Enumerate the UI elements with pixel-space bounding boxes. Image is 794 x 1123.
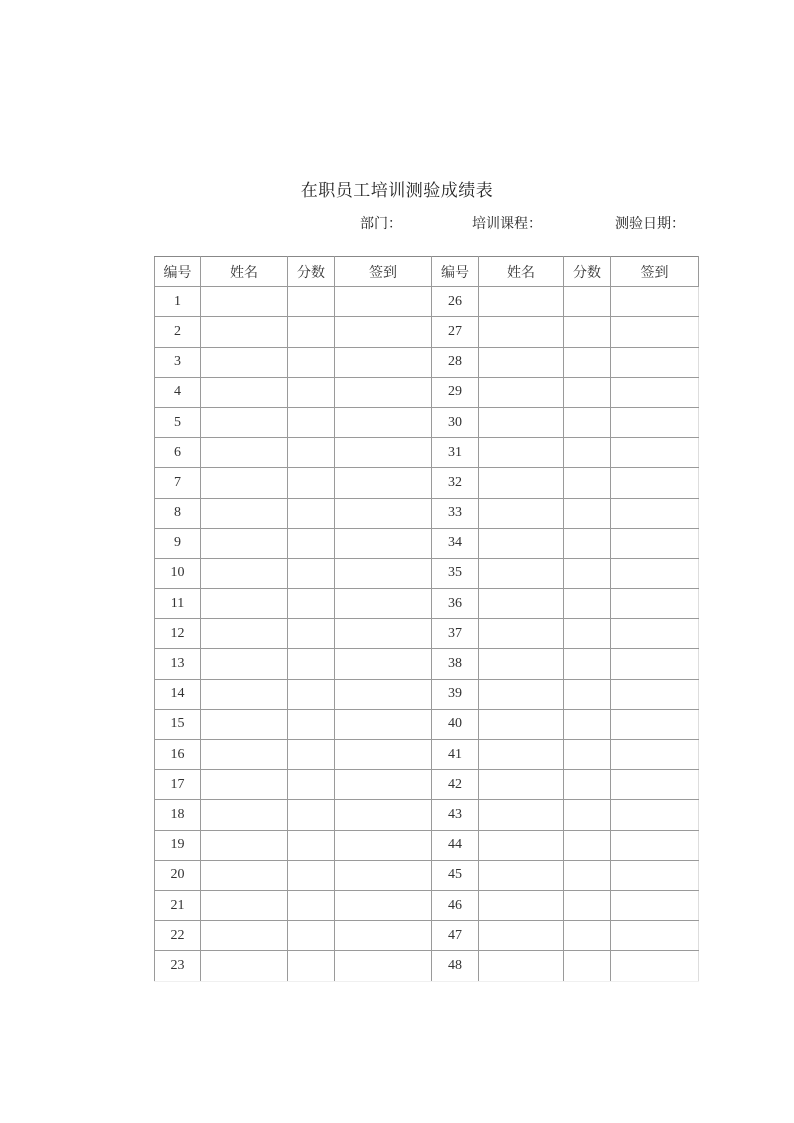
name-cell[interactable] (201, 347, 288, 377)
row-number: 6 (155, 438, 201, 468)
signature-cell[interactable] (611, 709, 699, 739)
row-number: 2 (155, 317, 201, 347)
signature-cell[interactable] (335, 679, 432, 709)
name-cell[interactable] (479, 438, 564, 468)
row-number: 20 (155, 860, 201, 890)
signature-cell[interactable] (335, 438, 432, 468)
signature-cell[interactable] (611, 317, 699, 347)
signature-cell[interactable] (335, 770, 432, 800)
name-cell[interactable] (479, 921, 564, 951)
name-cell[interactable] (201, 709, 288, 739)
signature-cell[interactable] (611, 287, 699, 317)
score-cell[interactable] (564, 951, 611, 981)
name-cell[interactable] (201, 921, 288, 951)
table-row (155, 589, 699, 619)
signature-cell[interactable] (611, 770, 699, 800)
table-row (155, 619, 699, 649)
table-row (155, 860, 699, 890)
row-number: 29 (432, 377, 479, 407)
table-row (155, 740, 699, 770)
row-number: 30 (432, 407, 479, 437)
table-row (155, 438, 699, 468)
signature-cell[interactable] (611, 860, 699, 890)
score-cell[interactable] (288, 558, 335, 588)
name-cell[interactable] (201, 800, 288, 830)
signature-cell[interactable] (335, 649, 432, 679)
department-label: 部门： (360, 217, 402, 232)
signature-cell[interactable] (335, 709, 432, 739)
name-cell[interactable] (201, 830, 288, 860)
row-number: 45 (432, 860, 479, 890)
name-cell[interactable] (479, 740, 564, 770)
row-number: 47 (432, 921, 479, 951)
row-number: 18 (155, 800, 201, 830)
table-row (155, 830, 699, 860)
row-number: 41 (432, 740, 479, 770)
column-header: 编号 (155, 257, 201, 287)
signature-cell[interactable] (611, 890, 699, 920)
signature-cell[interactable] (335, 317, 432, 347)
score-cell[interactable] (564, 558, 611, 588)
row-number: 27 (432, 317, 479, 347)
score-cell[interactable] (564, 619, 611, 649)
score-cell[interactable] (288, 347, 335, 377)
row-number: 4 (155, 377, 201, 407)
table-row (155, 890, 699, 920)
score-cell[interactable] (564, 438, 611, 468)
signature-cell[interactable] (335, 951, 432, 981)
row-number: 5 (155, 407, 201, 437)
score-cell[interactable] (564, 287, 611, 317)
column-header: 分数 (288, 257, 335, 287)
score-cell[interactable] (564, 740, 611, 770)
score-cell[interactable] (288, 830, 335, 860)
column-header: 姓名 (201, 257, 288, 287)
name-cell[interactable] (479, 558, 564, 588)
row-number: 31 (432, 438, 479, 468)
signature-cell[interactable] (611, 619, 699, 649)
score-cell[interactable] (288, 407, 335, 437)
score-cell[interactable] (564, 709, 611, 739)
name-cell[interactable] (479, 709, 564, 739)
row-number: 21 (155, 890, 201, 920)
name-cell[interactable] (201, 589, 288, 619)
score-cell[interactable] (564, 679, 611, 709)
row-number: 28 (432, 347, 479, 377)
score-cell[interactable] (564, 528, 611, 558)
signature-cell[interactable] (335, 407, 432, 437)
name-cell[interactable] (201, 468, 288, 498)
table-row (155, 770, 699, 800)
table-row (155, 317, 699, 347)
name-cell[interactable] (201, 860, 288, 890)
name-cell[interactable] (201, 498, 288, 528)
signature-cell[interactable] (611, 589, 699, 619)
name-cell[interactable] (479, 589, 564, 619)
column-header: 编号 (432, 257, 479, 287)
name-cell[interactable] (479, 770, 564, 800)
course-label: 培训课程： (472, 217, 542, 232)
score-cell[interactable] (288, 890, 335, 920)
name-cell[interactable] (201, 558, 288, 588)
name-cell[interactable] (479, 377, 564, 407)
signature-cell[interactable] (611, 377, 699, 407)
signature-cell[interactable] (335, 740, 432, 770)
name-cell[interactable] (201, 528, 288, 558)
score-cell[interactable] (564, 589, 611, 619)
table-row (155, 679, 699, 709)
score-cell[interactable] (288, 921, 335, 951)
row-number: 46 (432, 890, 479, 920)
row-number: 7 (155, 468, 201, 498)
signature-cell[interactable] (611, 438, 699, 468)
signature-cell[interactable] (335, 287, 432, 317)
score-cell[interactable] (288, 619, 335, 649)
signature-cell[interactable] (611, 951, 699, 981)
signature-cell[interactable] (611, 649, 699, 679)
row-number: 14 (155, 679, 201, 709)
name-cell[interactable] (201, 619, 288, 649)
table-row (155, 347, 699, 377)
signature-cell[interactable] (611, 347, 699, 377)
score-cell[interactable] (564, 377, 611, 407)
score-cell[interactable] (564, 921, 611, 951)
score-cell[interactable] (288, 317, 335, 347)
name-cell[interactable] (479, 860, 564, 890)
table-row (155, 800, 699, 830)
signature-cell[interactable] (335, 800, 432, 830)
score-cell[interactable] (564, 860, 611, 890)
signature-cell[interactable] (335, 589, 432, 619)
name-cell[interactable] (201, 740, 288, 770)
row-number: 44 (432, 830, 479, 860)
name-cell[interactable] (201, 679, 288, 709)
name-cell[interactable] (201, 890, 288, 920)
score-cell[interactable] (288, 679, 335, 709)
score-cell[interactable] (564, 830, 611, 860)
score-cell[interactable] (288, 287, 335, 317)
column-header: 分数 (564, 257, 611, 287)
signature-cell[interactable] (335, 921, 432, 951)
name-cell[interactable] (479, 619, 564, 649)
row-number: 26 (432, 287, 479, 317)
row-number: 34 (432, 528, 479, 558)
name-cell[interactable] (201, 951, 288, 981)
table-row (155, 709, 699, 739)
row-number: 33 (432, 498, 479, 528)
name-cell[interactable] (201, 287, 288, 317)
signature-cell[interactable] (335, 498, 432, 528)
table-row (155, 377, 699, 407)
name-cell[interactable] (201, 317, 288, 347)
row-number: 10 (155, 558, 201, 588)
page-title: 在职员工培训测验成绩表 (300, 181, 494, 200)
row-number: 1 (155, 287, 201, 317)
name-cell[interactable] (479, 951, 564, 981)
signature-cell[interactable] (611, 679, 699, 709)
score-cell[interactable] (288, 860, 335, 890)
signature-cell[interactable] (611, 498, 699, 528)
header-row (155, 257, 699, 287)
name-cell[interactable] (479, 468, 564, 498)
signature-cell[interactable] (611, 468, 699, 498)
name-cell[interactable] (479, 830, 564, 860)
table-row (155, 287, 699, 317)
score-cell[interactable] (564, 498, 611, 528)
row-number: 43 (432, 800, 479, 830)
table-row (155, 498, 699, 528)
table-row (155, 921, 699, 951)
row-number: 35 (432, 558, 479, 588)
table-row (155, 468, 699, 498)
name-cell[interactable] (201, 770, 288, 800)
signature-cell[interactable] (611, 740, 699, 770)
table-row (155, 407, 699, 437)
score-cell[interactable] (564, 407, 611, 437)
score-cell[interactable] (288, 800, 335, 830)
signature-cell[interactable] (335, 830, 432, 860)
row-number: 48 (432, 951, 479, 981)
name-cell[interactable] (479, 649, 564, 679)
name-cell[interactable] (479, 679, 564, 709)
row-number: 17 (155, 770, 201, 800)
score-cell[interactable] (288, 377, 335, 407)
row-number: 9 (155, 528, 201, 558)
score-cell[interactable] (564, 347, 611, 377)
name-cell[interactable] (201, 407, 288, 437)
name-cell[interactable] (479, 287, 564, 317)
table-row (155, 528, 699, 558)
table-row (155, 951, 699, 981)
row-number: 22 (155, 921, 201, 951)
score-cell[interactable] (288, 951, 335, 981)
row-number: 3 (155, 347, 201, 377)
score-cell[interactable] (288, 709, 335, 739)
score-cell[interactable] (564, 317, 611, 347)
score-cell[interactable] (564, 468, 611, 498)
score-cell[interactable] (288, 438, 335, 468)
signature-cell[interactable] (611, 407, 699, 437)
score-cell[interactable] (288, 528, 335, 558)
name-cell[interactable] (201, 438, 288, 468)
signature-cell[interactable] (335, 860, 432, 890)
column-header: 签到 (335, 257, 432, 287)
score-cell[interactable] (564, 770, 611, 800)
score-table (154, 256, 699, 982)
score-cell[interactable] (564, 890, 611, 920)
row-number: 38 (432, 649, 479, 679)
table-row (155, 649, 699, 679)
column-header: 姓名 (479, 257, 564, 287)
signature-cell[interactable] (335, 468, 432, 498)
row-number: 8 (155, 498, 201, 528)
signature-cell[interactable] (611, 921, 699, 951)
column-header: 签到 (611, 257, 699, 287)
name-cell[interactable] (479, 317, 564, 347)
signature-cell[interactable] (611, 800, 699, 830)
signature-cell[interactable] (335, 890, 432, 920)
score-cell[interactable] (564, 800, 611, 830)
score-cell[interactable] (288, 589, 335, 619)
signature-cell[interactable] (611, 528, 699, 558)
signature-cell[interactable] (335, 528, 432, 558)
score-cell[interactable] (288, 740, 335, 770)
score-cell[interactable] (288, 649, 335, 679)
row-number: 16 (155, 740, 201, 770)
date-label: 测验日期： (615, 217, 685, 232)
row-number: 36 (432, 589, 479, 619)
name-cell[interactable] (479, 498, 564, 528)
row-number: 40 (432, 709, 479, 739)
signature-cell[interactable] (335, 558, 432, 588)
name-cell[interactable] (479, 890, 564, 920)
signature-cell[interactable] (611, 830, 699, 860)
row-number: 15 (155, 709, 201, 739)
row-number: 11 (155, 589, 201, 619)
score-cell[interactable] (288, 498, 335, 528)
table-row (155, 558, 699, 588)
name-cell[interactable] (479, 407, 564, 437)
score-cell[interactable] (564, 649, 611, 679)
signature-cell[interactable] (335, 347, 432, 377)
name-cell[interactable] (479, 800, 564, 830)
row-number: 19 (155, 830, 201, 860)
row-number: 37 (432, 619, 479, 649)
row-number: 13 (155, 649, 201, 679)
row-number: 39 (432, 679, 479, 709)
name-cell[interactable] (479, 347, 564, 377)
name-cell[interactable] (201, 649, 288, 679)
score-cell[interactable] (288, 468, 335, 498)
name-cell[interactable] (201, 377, 288, 407)
row-number: 12 (155, 619, 201, 649)
score-cell[interactable] (288, 770, 335, 800)
row-number: 23 (155, 951, 201, 981)
row-number: 32 (432, 468, 479, 498)
row-number: 42 (432, 770, 479, 800)
signature-cell[interactable] (335, 619, 432, 649)
signature-cell[interactable] (335, 377, 432, 407)
name-cell[interactable] (479, 528, 564, 558)
signature-cell[interactable] (611, 558, 699, 588)
